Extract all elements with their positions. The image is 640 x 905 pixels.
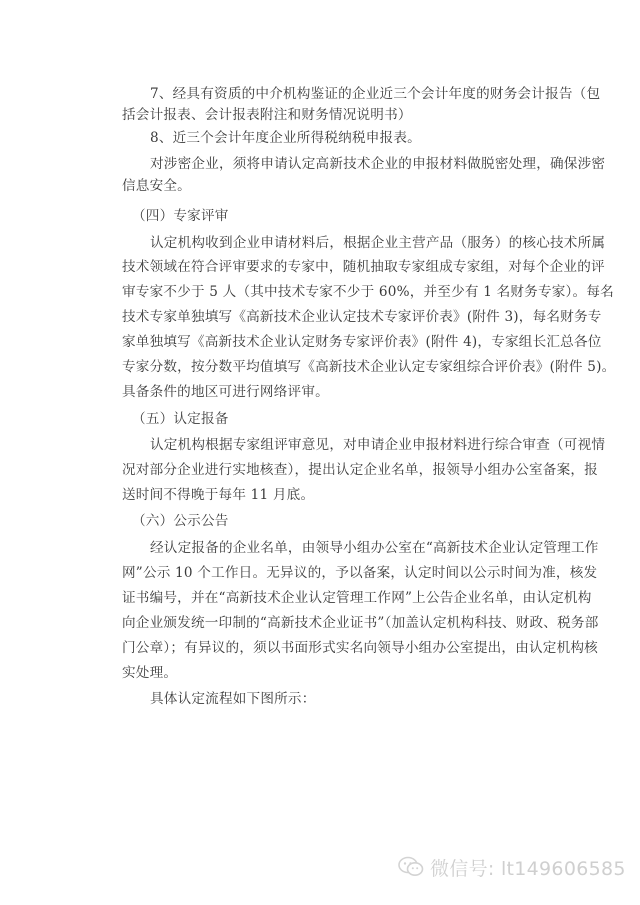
section-6-line-2: 网”公示 10 个工作日。无异议的，予以备案，认定时间以公示时间为准，核发 bbox=[122, 565, 598, 581]
section-6-line-4: 向企业颁发统一印制的“高新技术企业证书”（加盖认定机构科技、财政、税务部 bbox=[122, 615, 599, 631]
section-5-line-3: 送时间不得晚于每年 11 月底。 bbox=[122, 487, 315, 503]
watermark-text: 微信号: lt149606585 bbox=[430, 857, 626, 880]
section-4-line-6: 专家分数，按分数平均值填写《高新技术企业认定专家组综合评价表》(附件 5)。 bbox=[122, 359, 616, 375]
section-4-line-2: 技术领域在符合评审要求的专家中，随机抽取专家组成专家组，对每个企业的评 bbox=[122, 259, 605, 275]
section-4-line-5: 家单独填写《高新技术企业认定财务专家评价表》(附件 4)，专家组长汇总各位 bbox=[122, 334, 602, 350]
section-4-line-7: 具备条件的地区可进行网络评审。 bbox=[122, 384, 329, 400]
closing-line: 具体认定流程如下图所示： bbox=[150, 691, 316, 707]
section-6-line-5: 门公章）；有异议的，须以书面形式实名向领导小组办公室提出，由认定机构核 bbox=[122, 640, 598, 656]
wechat-icon bbox=[398, 856, 424, 878]
section-5-line-1: 认定机构根据专家组评审意见，对申请企业申报材料进行综合审查（可视情 bbox=[150, 437, 606, 453]
section-4-heading: （四）专家评审 bbox=[132, 208, 229, 224]
confidential-line-2: 信息安全。 bbox=[122, 178, 191, 194]
item-7-line-2: 括会计报表、会计报表附注和财务情况说明书） bbox=[122, 107, 412, 123]
section-4-line-4: 技术专家单独填写《高新技术企业认定技术专家评价表》(附件 3)，每名财务专 bbox=[122, 309, 602, 325]
section-6-line-6: 实处理。 bbox=[122, 665, 178, 681]
section-6-line-1: 经认定报备的企业名单，由领导小组办公室在“高新技术企业认定管理工作 bbox=[150, 540, 599, 556]
section-4-line-3: 审专家不少于 5 人（其中技术专家不少于 60%，并至少有 1 名财务专家）。每名 bbox=[122, 284, 614, 300]
item-8-line-1: 8、近三个会计年度企业所得税纳税申报表。 bbox=[150, 130, 421, 146]
watermark bbox=[398, 854, 626, 880]
section-6-heading: （六）公示公告 bbox=[132, 513, 229, 529]
section-5-heading: （五）认定报备 bbox=[132, 411, 229, 427]
section-6-line-3: 证书编号，并在“高新技术企业认定管理工作网”上公告企业名单，由认定机构 bbox=[122, 590, 592, 606]
section-4-line-1: 认定机构收到企业申请材料后，根据企业主营产品（服务）的核心技术所属 bbox=[150, 235, 606, 251]
section-5-line-2: 况对部分企业进行实地核查），提出认定企业名单，报领导小组办公室备案，报 bbox=[122, 462, 598, 478]
confidential-line-1: 对涉密企业，须将申请认定高新技术企业的申报材料做脱密处理，确保涉密 bbox=[150, 156, 606, 172]
item-7-line-1: 7、经具有资质的中介机构鉴证的企业近三个会计年度的财务会计报告（包 bbox=[150, 86, 601, 102]
